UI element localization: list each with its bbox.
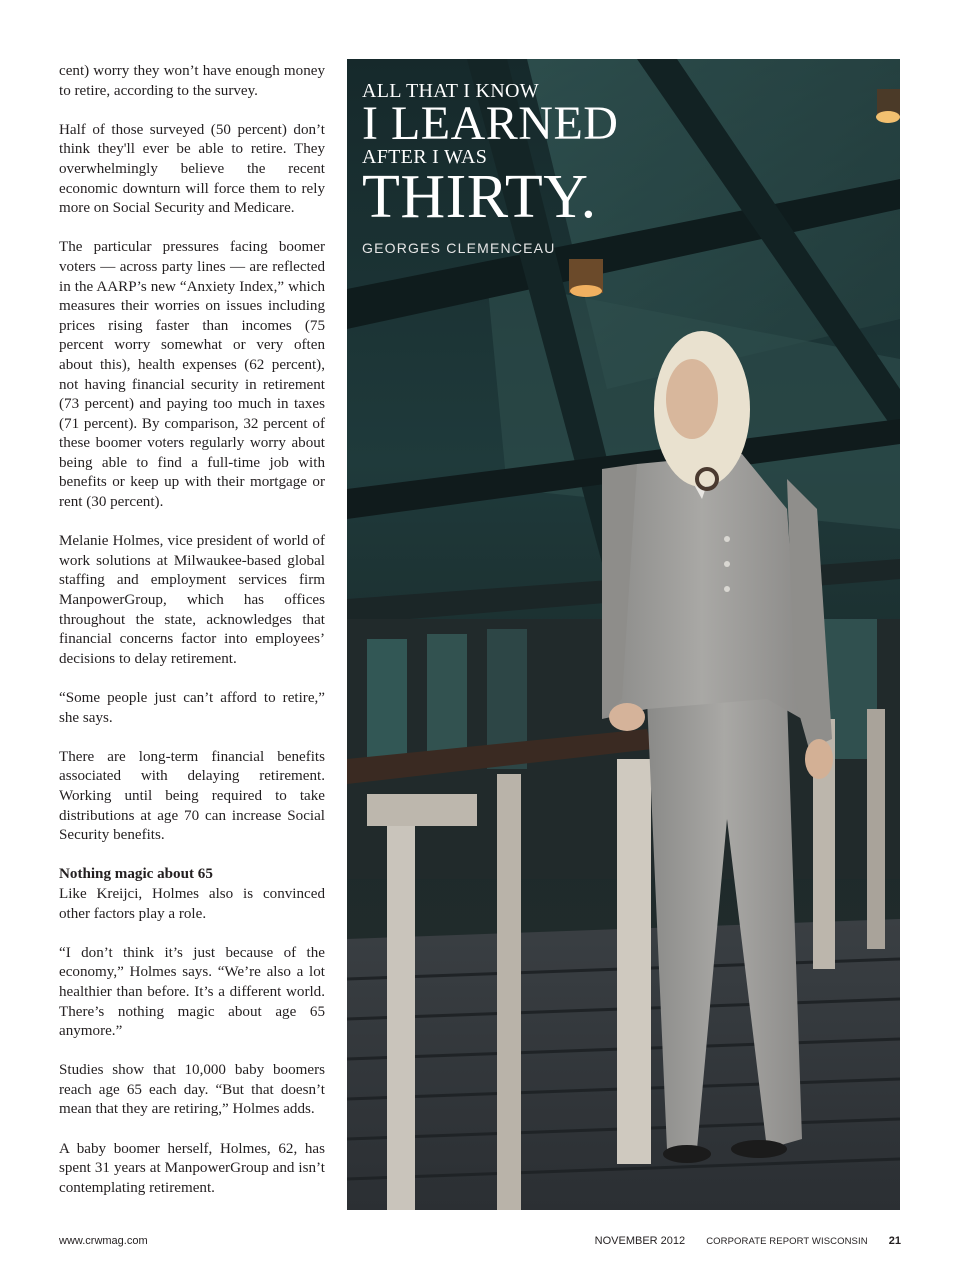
pull-quote (362, 80, 618, 256)
article-paragraph: The particular pressures facing boomer voters — across party lines — are reflected in the AARP’s new “Anxiety Index,” which measures their worries on issues including prices rising faster than incomes (75 percent worry somewhat or very often about this), health expenses (62 percent), not having financial security in retirement (73 percent) and paying too much in taxes (71 percent). By comparison, 32 percent of these boomer voters regularly worry about being able to find a full-time job with benefits or keep up with their mortgage or rent (30 percent). (59, 239, 325, 511)
footer-url[interactable]: www.crwmag.com (59, 1235, 148, 1247)
page-number: 21 (888, 1235, 901, 1247)
article-subhead: Nothing magic about 65 (59, 866, 213, 883)
pull-quote-line: I LEARNED (362, 97, 619, 150)
article-paragraph: Half of those surveyed (50 percent) don’t think they'll ever be able to retire. They overwhelmingly believe the recent economic downturn will force them to rely more on Social Security and Medicare. (59, 121, 325, 217)
article-paragraph: There are long-term financial benefits associated with delaying retirement. Working until being required to take distributions at age 70 can increase Social Security benefits. (59, 748, 325, 844)
article-text-column (59, 62, 325, 1218)
article-paragraph: “Some people just can’t afford to retire,” she says. (59, 690, 325, 726)
article-paragraph: Melanie Holmes, vice president of world of work solutions at Milwaukee-based global staffing and employment services firm ManpowerGroup, which has offices throughout the state, acknowledges that financial concerns factor into employees’ decisions to delay retirement. (59, 533, 325, 667)
footer-magazine: CORPORATE REPORT WISCONSIN (706, 1236, 868, 1247)
footer-right (577, 1235, 901, 1247)
page-footer (59, 1235, 901, 1251)
article-paragraph: Studies show that 10,000 baby boomers reach age 65 each day. “But that doesn’t mean that they are retiring,” Holmes adds. (59, 1062, 325, 1118)
pull-quote-line: ALL THAT I KNOW (362, 80, 539, 102)
article-paragraph: “I don’t think it’s just because of the economy,” Holmes says. “We’re also a lot healthier than before. It’s a different world. There’s nothing magic about age 65 anymore.” (59, 944, 325, 1040)
footer-date: NOVEMBER 2012 (594, 1235, 686, 1247)
article-paragraph: Like Kreijci, Holmes also is convinced other factors play a role. (59, 885, 325, 922)
article-paragraph: cent) worry they won’t have enough money to retire, according to the survey. (59, 63, 325, 99)
pull-quote-line: AFTER I WAS (362, 146, 488, 168)
article-paragraph: A baby boomer herself, Holmes, 62, has spent 31 years at ManpowerGroup and isn’t contemplating retirement. (59, 1140, 325, 1196)
pull-quote-attribution: GEORGES CLEMENCEAU (362, 240, 556, 256)
pull-quote-line: THIRTY. (362, 163, 597, 231)
